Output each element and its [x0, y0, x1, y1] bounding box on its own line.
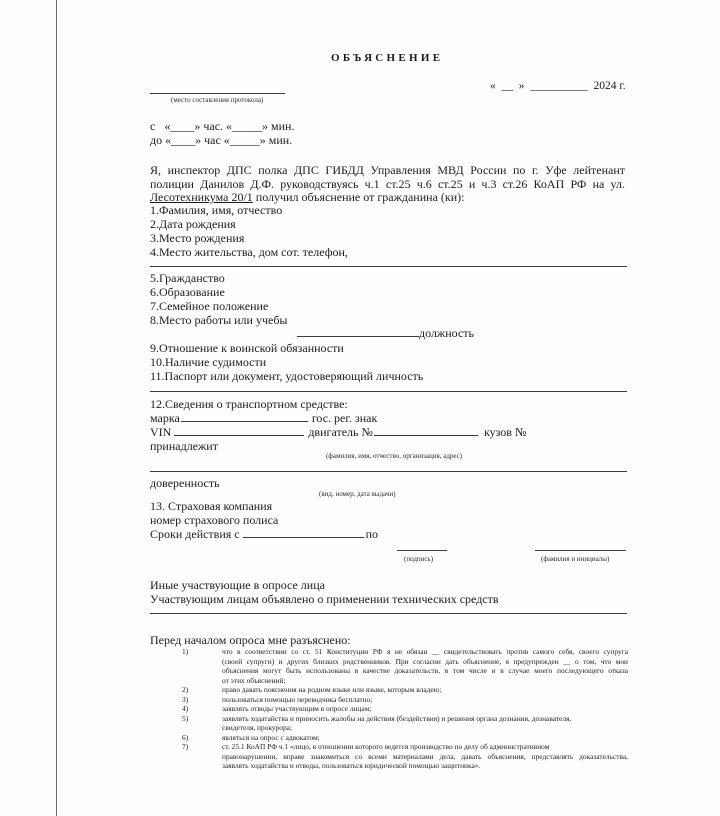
- intro-line-3: [150, 190, 625, 204]
- field-line: [174, 435, 304, 436]
- field-birth-date-label: 2.Дата рождения: [150, 217, 236, 231]
- list-item-text: заявлять ходатайства и приносить жалобы на действия (бездействия) и решения органа дознания, дознавателя,: [222, 713, 572, 723]
- blank-line: [150, 391, 627, 392]
- place-line: [150, 93, 285, 94]
- list-item-text: заявлять ходатайства и отводы, пользоваться юридической помощью защитника».: [222, 761, 481, 770]
- field-line: [243, 537, 364, 538]
- field-vin-label: VIN: [150, 425, 172, 439]
- field-validity-from-label: Сроки действия с: [150, 527, 240, 541]
- proxy-caption: (вид, номер, дата выдачи): [319, 490, 396, 498]
- field-other-participants: [150, 578, 627, 592]
- field-position: [150, 326, 627, 340]
- field-policy-number: [150, 513, 627, 527]
- list-item-text: что в соответствии со ст. 51 Конституции РФ я не обязан __ свидетельствовать против самого себя, своего супруга: [222, 647, 628, 656]
- field-owner: [150, 439, 627, 453]
- intro-line-3-rest: получил объяснение от гражданина (ки):: [252, 190, 465, 204]
- place-caption: (место составления протокола): [171, 96, 264, 104]
- list-item-continuation: [150, 666, 628, 676]
- list-item: [150, 704, 628, 714]
- field-plate-label: гос. рег. знак: [311, 411, 378, 425]
- field-residence: [150, 245, 627, 259]
- owner-caption: (фамилия, имя, отчество, организация, адрес): [326, 452, 463, 460]
- name-line: [535, 550, 626, 551]
- field-technical-means: [150, 592, 627, 606]
- field-full-name-label: 1.Фамилия, имя, отчество: [150, 203, 283, 217]
- blank-line: [150, 471, 627, 472]
- list-item-text: право давать пояснения на родном языке или языке, которым владею;: [222, 685, 442, 694]
- field-line: [181, 421, 308, 422]
- time-to: до «____» час «_____» мин.: [150, 133, 293, 147]
- field-validity: [150, 527, 627, 541]
- field-passport-label: 11.Паспорт или документ, удостоверяющий личность: [150, 369, 424, 383]
- intro-line-1: Я, инспектор ДПС полка ДПС ГИБДД Управления МВД России по г. Уфе лейтенант: [150, 163, 625, 177]
- field-education: [150, 285, 627, 299]
- intro-address: Лесотехникума 20/1: [150, 190, 253, 204]
- vehicle-header: [150, 397, 627, 411]
- field-full-name: [150, 203, 627, 217]
- field-line: [374, 435, 478, 436]
- field-education-label: 6.Образование: [150, 285, 225, 299]
- field-military: [150, 341, 627, 355]
- field-body-label: кузов №: [483, 425, 527, 439]
- list-item-continuation: [150, 657, 628, 667]
- field-criminal-record-label: 10.Наличие судимости: [150, 355, 267, 369]
- field-insurance-company: [150, 499, 627, 513]
- field-engine-label: двигатель №: [308, 425, 373, 439]
- field-birth-place: [150, 231, 627, 245]
- list-item: [150, 742, 628, 752]
- blank-line: [150, 266, 627, 267]
- field-policy-number-label: номер страхового полиса: [150, 513, 279, 527]
- field-validity-to-label: по: [365, 527, 379, 541]
- list-item-text: являться на опрос с адвокатом;: [222, 732, 320, 742]
- field-workplace: [150, 313, 627, 327]
- list-item-continuation: [150, 676, 628, 686]
- vehicle-header-label: 12.Сведения о транспортном средстве:: [150, 397, 348, 411]
- list-item-number: 7): [182, 742, 189, 751]
- rights-list: [150, 647, 628, 771]
- list-item: [150, 647, 628, 657]
- list-item-number: 2): [182, 685, 189, 694]
- list-item: [150, 695, 628, 705]
- field-make-plate: [150, 411, 627, 425]
- field-birth-date: [150, 217, 627, 231]
- field-citizenship-label: 5.Гражданство: [150, 271, 225, 285]
- blank-line: [150, 613, 627, 614]
- list-item-text: заявлять отводы участвующим в опросе лицам;: [222, 704, 372, 713]
- field-residence-label: 4.Место жительства, дом сот. телефон,: [150, 245, 348, 259]
- list-item-text: правонарушении, вправе знакомиться со всеми материалами дела, давать объяснения, представлять доказательства,: [222, 751, 628, 761]
- field-technical-means-label: Участвующим лицам объявлено о применении технических средств: [150, 592, 499, 606]
- list-item: [150, 733, 628, 743]
- date-line: « __ » __________ 2024 г.: [490, 80, 626, 92]
- field-make-label: марка: [150, 411, 180, 425]
- field-insurance-company-label: 13. Страховая компания: [150, 499, 273, 513]
- field-citizenship: [150, 271, 627, 285]
- field-workplace-label: 8.Место работы или учебы: [150, 313, 288, 327]
- field-proxy-label: доверенность: [150, 476, 220, 490]
- document-title: ОБЪЯСНЕНИЕ: [331, 52, 444, 64]
- field-other-participants-label: Иные участвующие в опросе лица: [150, 578, 325, 592]
- list-item-number: 3): [182, 694, 189, 704]
- field-position-label: должность: [419, 326, 474, 340]
- list-item-number: 5): [182, 713, 189, 723]
- list-item-continuation: [150, 761, 628, 771]
- list-item-continuation: [150, 752, 628, 762]
- list-item-continuation: [150, 723, 628, 733]
- field-marital-status-label: 7.Семейное положение: [150, 299, 269, 313]
- list-item-number: 1): [182, 647, 189, 656]
- list-item-text: пользоваться помощью переводчика бесплатно;: [222, 694, 373, 704]
- field-vin-engine-body: [150, 425, 627, 439]
- intro-line-2: полиции Данилов Д.Ф. руководствуясь ч.1 ст.25 ч.6 ст.25 и ч.3 ст.26 КоАП РФ на ул.: [150, 177, 625, 191]
- list-item-text: объяснения могут быть использованы в качестве доказательств, в том числе и в случае моего последующего отказа: [222, 666, 628, 675]
- list-item-text: ст. 25.1 КоАП РФ ч.1 «лицо, в отношении которого ведется производство по делу об административном: [222, 742, 550, 751]
- list-item: [150, 685, 628, 695]
- list-item-text: свидетеля, прокурора;: [222, 723, 293, 732]
- name-caption: (фамилия и инициалы): [541, 555, 610, 563]
- list-item-number: 6): [182, 732, 189, 742]
- field-owner-label: принадлежит: [150, 439, 218, 453]
- field-line: [297, 336, 419, 337]
- field-passport: [150, 369, 627, 383]
- list-item: [150, 714, 628, 724]
- time-from: с «____» час. «_____» мин.: [150, 119, 295, 133]
- signature-line: [397, 550, 447, 551]
- rights-heading: Перед началом опроса мне разъяснено:: [150, 633, 351, 647]
- field-birth-place-label: 3.Место рождения: [150, 231, 245, 245]
- list-item-text: от этих объяснений;: [222, 675, 286, 685]
- signature-caption: (подпись): [404, 555, 434, 563]
- field-criminal-record: [150, 355, 627, 369]
- list-item-text: (своей супруги) и других близких родственников. При согласии дать объяснение, я предупрежден __ о том, что мои: [222, 656, 628, 666]
- field-proxy: [150, 476, 627, 490]
- list-item-number: 4): [182, 704, 189, 713]
- field-marital-status: [150, 299, 627, 313]
- page-edge: [56, 0, 57, 816]
- field-military-label: 9.Отношение к воинской обязанности: [150, 341, 344, 355]
